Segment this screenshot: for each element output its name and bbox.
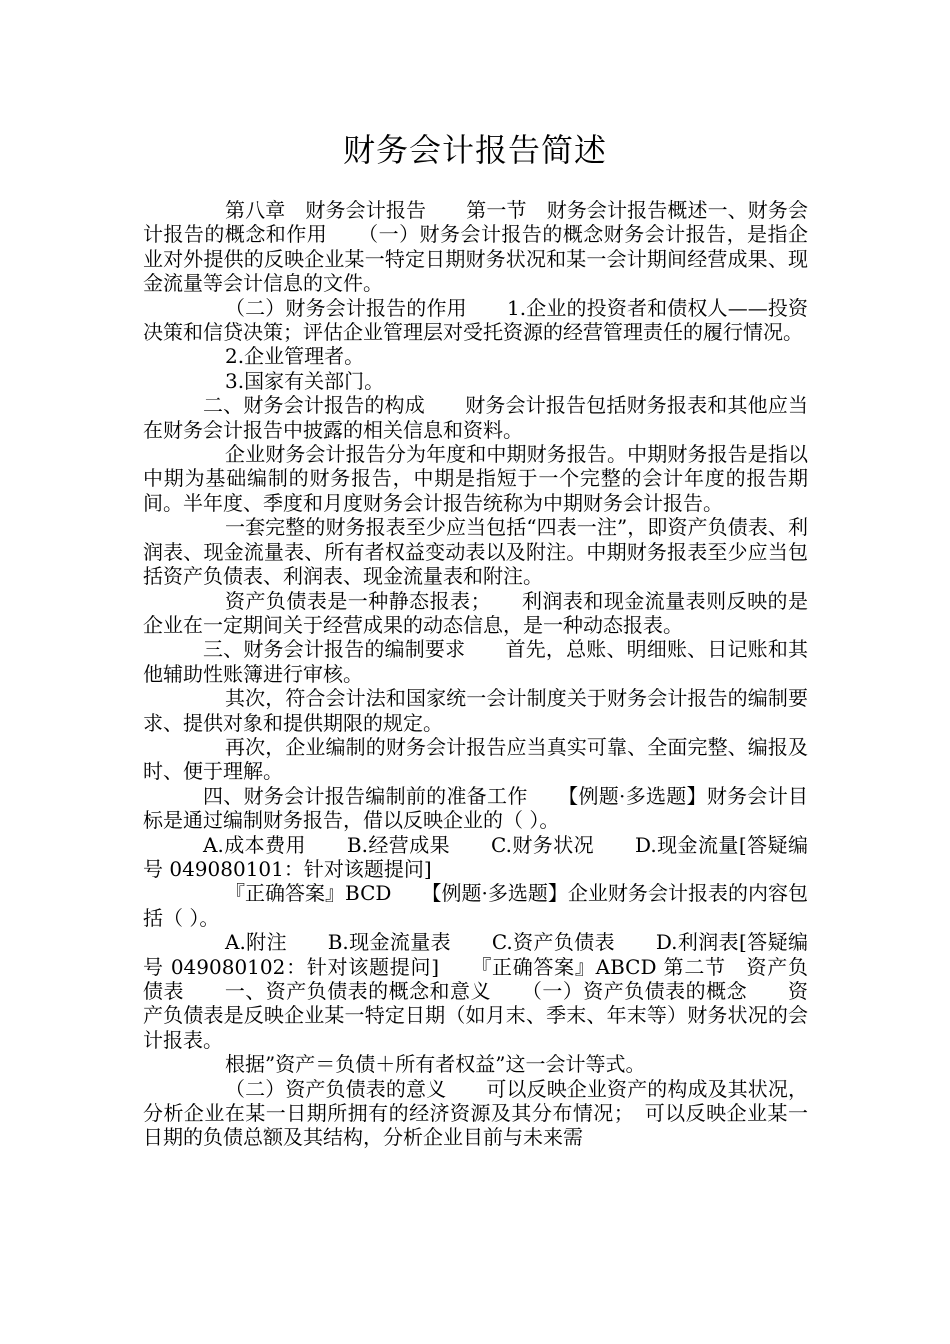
paragraph: 二、财务会计报告的构成 财务会计报告包括财务报表和其他应当在财务会计报告中披露的相关信息和资料。 bbox=[143, 393, 808, 442]
paragraph: （二）财务会计报告的作用 1.企业的投资者和债权人——投资决策和信贷决策；评估企业管理层对受托资源的经营管理责任的履行情况。 bbox=[143, 295, 808, 345]
paragraph: 『正确答案』BCD 【例题·多选题】企业财务会计报表的内容包括（ ）。 bbox=[143, 881, 808, 930]
paragraph: （二）资产负债表的意义 可以反映企业资产的构成及其状况，分析企业在某一日期所拥有的经济资源及其分布情况； 可以反映企业某一日期的负债总额及其结构，分析企业目前与未来需 bbox=[143, 1076, 808, 1150]
paragraph: A.成本费用 B.经营成果 C.财务状况 D.现金流量[答疑编号 049080101：针对该题提问] bbox=[143, 832, 808, 881]
paragraph: 其次，符合会计法和国家统一会计制度关于财务会计报告的编制要求、提供对象和提供期限的规定。 bbox=[143, 686, 808, 735]
paragraph: 企业财务会计报告分为年度和中期财务报告。中期财务报告是指以中期为基础编制的财务报告，中期是指短于一个完整的会计年度的报告期间。半年度、季度和月度财务会计报告统称为中期财务会计报告。 bbox=[143, 442, 808, 515]
page-title: 财务会计报告简述 bbox=[342, 131, 607, 169]
paragraph: 第八章 财务会计报告 第一节 财务会计报告概述一、财务会计报告的概念和作用 （一）财务会计报告的概念财务会计报告，是指企业对外提供的反映企业某一特定日期财务状况和某一会计期间经营成果、现金流量等会计信息的文件。 bbox=[143, 198, 808, 296]
paragraph: 四、财务会计报告编制前的准备工作 【例题·多选题】财务会计目标是通过编制财务报告，借以反映企业的（ ）。 bbox=[143, 783, 808, 833]
document-body bbox=[143, 198, 808, 1150]
paragraph: 三、财务会计报告的编制要求 首先，总账、明细账、日记账和其他辅助性账簿进行审核。 bbox=[143, 637, 808, 686]
paragraph: 一套完整的财务报表至少应当包括“四表一注”，即资产负债表、利润表、现金流量表、所有者权益变动表以及附注。中期财务报表至少应当包括资产负债表、利润表、现金流量表和附注。 bbox=[143, 515, 808, 589]
paragraph: 再次，企业编制的财务会计报告应当真实可靠、全面完整、编报及时、便于理解。 bbox=[143, 734, 808, 784]
paragraph: A.附注 B.现金流量表 C.资产负债表 D.利润表[答疑编号 049080102：针对该题提问] 『正确答案』ABCD 第二节 资产负债表 一、资产负债表的概念和意义 （一）资产负债表的概念 资产负债表是反映企业某一特定日期（如月末、季末、年末等）财务状况的会计报表。 bbox=[143, 930, 808, 1052]
paragraph: 根据”资产＝负债＋所有者权益”这一会计等式。 bbox=[225, 1052, 646, 1077]
paragraph: 资产负债表是一种静态报表； 利润表和现金流量表则反映的是企业在一定期间关于经营成果的动态信息，是一种动态报表。 bbox=[143, 588, 808, 637]
paragraph: 3.国家有关部门。 bbox=[225, 368, 385, 393]
paragraph: 2.企业管理者。 bbox=[225, 344, 365, 369]
